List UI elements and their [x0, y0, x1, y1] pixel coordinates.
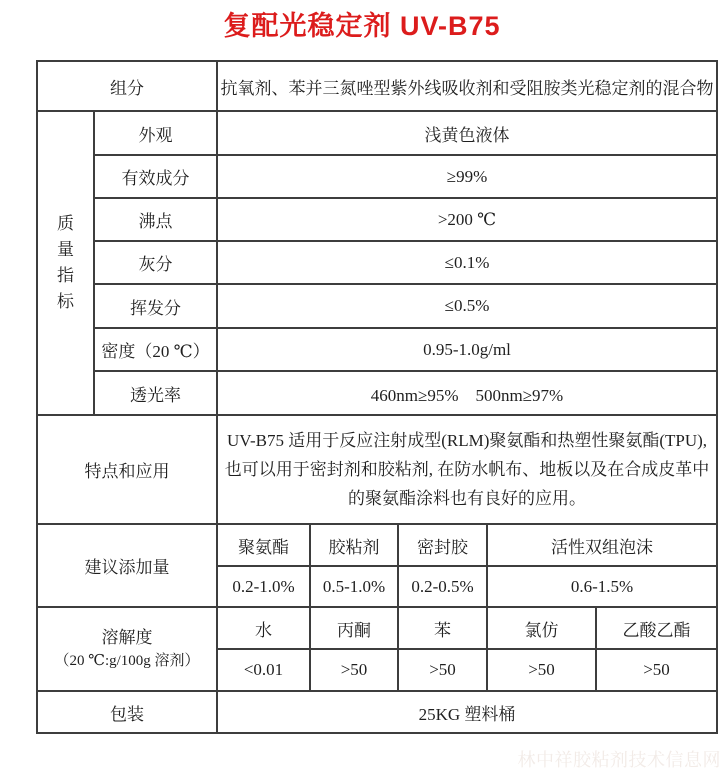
ash-label: 灰分 [94, 241, 217, 284]
dosage-value-foam: 0.6-1.5% [487, 566, 717, 607]
density-value: 0.95-1.0g/ml [217, 328, 717, 371]
row-transmittance [37, 371, 717, 415]
dosage-label: 建议添加量 [37, 524, 217, 607]
volatiles-label: 挥发分 [94, 284, 217, 328]
transmittance-label: 透光率 [94, 371, 217, 415]
appearance-value: 浅黄色液体 [217, 111, 717, 155]
quality-group-cell [37, 111, 94, 415]
active-content-value: ≥99% [217, 155, 717, 198]
dosage-col-polyurethane: 聚氨酯 [217, 524, 310, 566]
solubility-label-line2: （20 ℃:g/100g 溶剂） [54, 653, 200, 669]
row-dosage-headers [37, 524, 717, 566]
solubility-value-acetone: >50 [310, 649, 398, 691]
solubility-value-ethyl-acetate: >50 [596, 649, 717, 691]
ash-value: ≤0.1% [217, 241, 717, 284]
row-packaging [37, 691, 717, 733]
dosage-value-sealant: 0.2-0.5% [398, 566, 487, 607]
row-composition [37, 61, 717, 111]
solubility-col-benzene: 苯 [398, 607, 487, 649]
density-label: 密度（20 ℃） [94, 328, 217, 371]
dosage-col-sealant: 密封胶 [398, 524, 487, 566]
solubility-label [37, 607, 217, 691]
solubility-col-water: 水 [217, 607, 310, 649]
features-label: 特点和应用 [37, 415, 217, 524]
row-features [37, 415, 717, 524]
boiling-point-label: 沸点 [94, 198, 217, 241]
row-solubility-headers [37, 607, 717, 649]
row-density [37, 328, 717, 371]
solubility-value-water: <0.01 [217, 649, 310, 691]
dosage-value-polyurethane: 0.2-1.0% [217, 566, 310, 607]
volatiles-value: ≤0.5% [217, 284, 717, 328]
transmittance-value: 460nm≥95% 500nm≥97% [217, 371, 717, 415]
active-content-label: 有效成分 [94, 155, 217, 198]
row-boiling-point [37, 198, 717, 241]
solubility-col-acetone: 丙酮 [310, 607, 398, 649]
row-ash [37, 241, 717, 284]
watermark: 林中祥胶粘剂技术信息网 [517, 750, 721, 770]
page-title: 复配光稳定剂 UV-B75 [223, 11, 501, 41]
solubility-label-line1: 溶解度 [101, 628, 153, 647]
dosage-col-adhesive: 胶粘剂 [310, 524, 398, 566]
boiling-point-value: >200 ℃ [217, 198, 717, 241]
row-active-content [37, 155, 717, 198]
row-appearance [37, 111, 717, 155]
solubility-value-chloroform: >50 [487, 649, 596, 691]
spec-table [36, 60, 718, 734]
composition-label: 组分 [37, 61, 217, 111]
row-volatiles [37, 284, 717, 328]
solubility-value-benzene: >50 [398, 649, 487, 691]
solubility-col-ethyl-acetate: 乙酸乙酯 [596, 607, 717, 649]
dosage-value-adhesive: 0.5-1.0% [310, 566, 398, 607]
dosage-col-foam: 活性双组泡沫 [487, 524, 717, 566]
packaging-label: 包装 [37, 691, 217, 733]
quality-group-label: 质量指标 [57, 214, 74, 311]
packaging-value: 25KG 塑料桶 [217, 691, 717, 733]
features-value: UV-B75 适用于反应注射成型(RLM)聚氨酯和热塑性聚氨酯(TPU), 也可以用于密封剂和胶粘剂, 在防水帆布、地板以及在合成皮革中的聚氨酯涂料也有良好的应用。 [217, 415, 717, 524]
solubility-col-chloroform: 氯仿 [487, 607, 596, 649]
composition-value: 抗氧剂、苯并三氮唑型紫外线吸收剂和受阻胺类光稳定剂的混合物 [217, 61, 717, 111]
appearance-label: 外观 [94, 111, 217, 155]
